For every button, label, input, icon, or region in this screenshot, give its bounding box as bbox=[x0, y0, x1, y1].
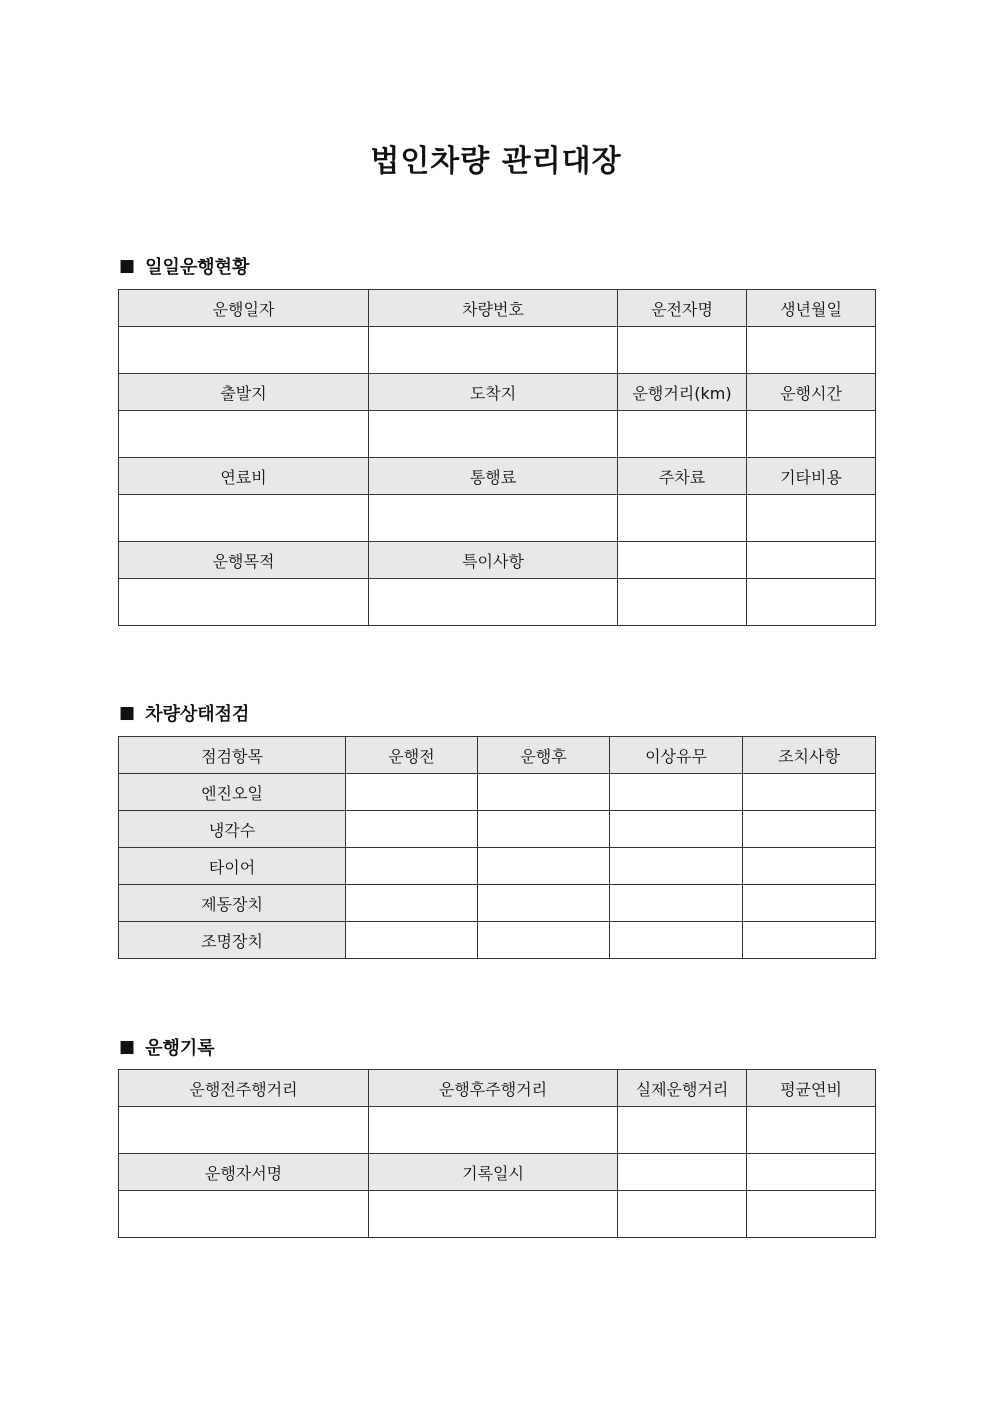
page-title: 법인차량 관리대장 bbox=[370, 144, 622, 179]
input-row bbox=[119, 579, 876, 626]
input-row bbox=[119, 327, 876, 374]
header-cell: 점검항목 bbox=[119, 737, 346, 774]
input-cell[interactable] bbox=[119, 411, 369, 458]
inspection-table bbox=[118, 736, 876, 959]
input-cell[interactable] bbox=[610, 811, 743, 848]
header-cell: 차량번호 bbox=[369, 290, 618, 327]
header-row bbox=[119, 458, 876, 495]
input-cell[interactable] bbox=[747, 542, 876, 579]
header-cell: 연료비 bbox=[119, 458, 369, 495]
input-cell[interactable] bbox=[346, 774, 478, 811]
input-cell[interactable] bbox=[610, 922, 743, 959]
header-cell: 운행거리(km) bbox=[618, 374, 747, 411]
section-title: 운행기록 bbox=[145, 1038, 215, 1059]
input-cell[interactable] bbox=[618, 1107, 747, 1154]
header-row bbox=[119, 290, 876, 327]
header-cell: 실제운행거리 bbox=[618, 1070, 747, 1107]
item-label: 타이어 bbox=[119, 848, 346, 885]
input-cell[interactable] bbox=[618, 542, 747, 579]
input-cell[interactable] bbox=[369, 1191, 618, 1238]
section-heading-daily bbox=[119, 253, 249, 279]
header-cell: 특이사항 bbox=[369, 542, 618, 579]
input-cell[interactable] bbox=[743, 811, 876, 848]
header-cell: 통행료 bbox=[369, 458, 618, 495]
header-row bbox=[119, 737, 876, 774]
header-cell: 기록일시 bbox=[369, 1154, 618, 1191]
header-row bbox=[119, 1154, 876, 1191]
item-label: 제동장치 bbox=[119, 885, 346, 922]
header-cell: 평균연비 bbox=[747, 1070, 876, 1107]
table-row bbox=[119, 774, 876, 811]
input-cell[interactable] bbox=[747, 579, 876, 626]
input-cell[interactable] bbox=[369, 1107, 618, 1154]
header-cell: 출발지 bbox=[119, 374, 369, 411]
input-cell[interactable] bbox=[618, 1191, 747, 1238]
header-cell: 운행일자 bbox=[119, 290, 369, 327]
header-row bbox=[119, 542, 876, 579]
section-heading-record bbox=[119, 1034, 215, 1060]
input-row bbox=[119, 411, 876, 458]
header-cell: 운행시간 bbox=[747, 374, 876, 411]
input-cell[interactable] bbox=[346, 848, 478, 885]
input-cell[interactable] bbox=[369, 495, 618, 542]
input-cell[interactable] bbox=[369, 327, 618, 374]
table-row bbox=[119, 885, 876, 922]
header-cell: 도착지 bbox=[369, 374, 618, 411]
input-cell[interactable] bbox=[478, 922, 610, 959]
input-row bbox=[119, 1107, 876, 1154]
header-cell: 운전자명 bbox=[618, 290, 747, 327]
record-table bbox=[118, 1069, 876, 1238]
input-cell[interactable] bbox=[747, 327, 876, 374]
header-cell: 주차료 bbox=[618, 458, 747, 495]
input-cell[interactable] bbox=[618, 411, 747, 458]
input-cell[interactable] bbox=[478, 885, 610, 922]
input-cell[interactable] bbox=[747, 1191, 876, 1238]
header-cell: 운행후 bbox=[478, 737, 610, 774]
input-cell[interactable] bbox=[743, 848, 876, 885]
table-row bbox=[119, 922, 876, 959]
input-cell[interactable] bbox=[747, 411, 876, 458]
input-cell[interactable] bbox=[743, 922, 876, 959]
square-bullet-icon: ■ bbox=[119, 256, 136, 276]
header-cell: 운행후주행거리 bbox=[369, 1070, 618, 1107]
input-cell[interactable] bbox=[119, 495, 369, 542]
header-cell: 이상유무 bbox=[610, 737, 743, 774]
input-cell[interactable] bbox=[743, 774, 876, 811]
input-row bbox=[119, 1191, 876, 1238]
header-cell: 기타비용 bbox=[747, 458, 876, 495]
input-cell[interactable] bbox=[747, 495, 876, 542]
input-cell[interactable] bbox=[610, 848, 743, 885]
table-row bbox=[119, 848, 876, 885]
input-row bbox=[119, 495, 876, 542]
input-cell[interactable] bbox=[618, 327, 747, 374]
item-label: 냉각수 bbox=[119, 811, 346, 848]
header-cell: 생년월일 bbox=[747, 290, 876, 327]
table-row bbox=[119, 811, 876, 848]
header-cell: 운행목적 bbox=[119, 542, 369, 579]
input-cell[interactable] bbox=[743, 885, 876, 922]
input-cell[interactable] bbox=[618, 495, 747, 542]
section-title: 일일운행현황 bbox=[145, 257, 250, 278]
input-cell[interactable] bbox=[119, 579, 369, 626]
square-bullet-icon: ■ bbox=[119, 1037, 136, 1057]
header-cell: 운행전주행거리 bbox=[119, 1070, 369, 1107]
section-title: 차량상태점검 bbox=[145, 704, 250, 725]
input-cell[interactable] bbox=[610, 774, 743, 811]
daily-status-table bbox=[118, 289, 876, 626]
input-cell[interactable] bbox=[747, 1154, 876, 1191]
item-label: 조명장치 bbox=[119, 922, 346, 959]
header-cell: 조치사항 bbox=[743, 737, 876, 774]
section-heading-inspection bbox=[119, 700, 249, 726]
input-cell[interactable] bbox=[369, 411, 618, 458]
header-cell: 운행전 bbox=[346, 737, 478, 774]
input-cell[interactable] bbox=[618, 1154, 747, 1191]
header-row bbox=[119, 1070, 876, 1107]
input-cell[interactable] bbox=[119, 1107, 369, 1154]
input-cell[interactable] bbox=[119, 327, 369, 374]
input-cell[interactable] bbox=[346, 885, 478, 922]
item-label: 엔진오일 bbox=[119, 774, 346, 811]
input-cell[interactable] bbox=[747, 1107, 876, 1154]
input-cell[interactable] bbox=[478, 774, 610, 811]
input-cell[interactable] bbox=[618, 579, 747, 626]
input-cell[interactable] bbox=[478, 848, 610, 885]
input-cell[interactable] bbox=[119, 1191, 369, 1238]
square-bullet-icon: ■ bbox=[119, 703, 136, 723]
header-row bbox=[119, 374, 876, 411]
input-cell[interactable] bbox=[478, 811, 610, 848]
input-cell[interactable] bbox=[346, 811, 478, 848]
input-cell[interactable] bbox=[346, 922, 478, 959]
header-cell: 운행자서명 bbox=[119, 1154, 369, 1191]
input-cell[interactable] bbox=[610, 885, 743, 922]
input-cell[interactable] bbox=[369, 579, 618, 626]
